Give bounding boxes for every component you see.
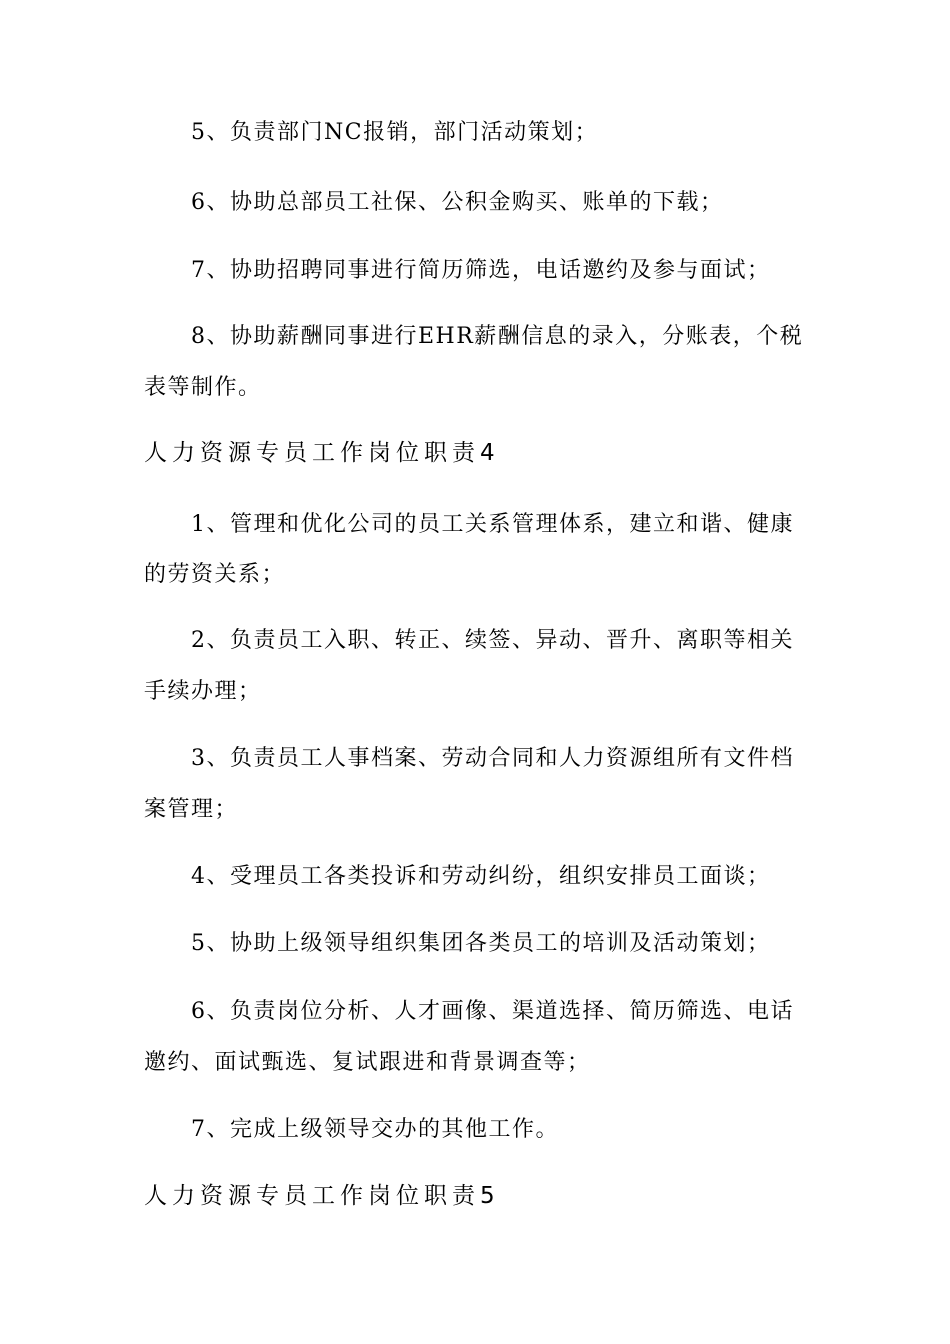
- section-heading-4: 人力资源专员工作岗位职责4: [144, 440, 500, 466]
- list-item-8-salary-line2: 表等制作。: [144, 375, 262, 400]
- section4-item-5: 5、协助上级领导组织集团各类员工的培训及活动策划；: [191, 931, 771, 956]
- section4-item-3-line2: 案管理；: [144, 797, 239, 822]
- section4-item-3-line1: 3、负责员工人事档案、劳动合同和人力资源组所有文件档: [191, 746, 794, 771]
- list-item-8-salary-line1: 8、协助薪酬同事进行EHR薪酬信息的录入，分账表，个税: [191, 324, 804, 349]
- section4-item-6-line1: 6、负责岗位分析、人才画像、渠道选择、简历筛选、电话: [191, 999, 794, 1024]
- section4-item-2-line1: 2、负责员工入职、转正、续签、异动、晋升、离职等相关: [191, 628, 794, 653]
- section4-item-7: 7、完成上级领导交办的其他工作。: [191, 1117, 559, 1142]
- section4-item-4: 4、受理员工各类投诉和劳动纠纷，组织安排员工面谈；: [191, 864, 771, 889]
- section4-item-1-line2: 的劳资关系；: [144, 562, 286, 587]
- section4-item-2-line2: 手续办理；: [144, 679, 262, 704]
- section4-item-1-line1: 1、管理和优化公司的员工关系管理体系，建立和谐、健康: [191, 512, 794, 537]
- section4-item-6-line2: 邀约、面试甄选、复试跟进和背景调查等；: [144, 1050, 591, 1075]
- list-item-7-recruitment: 7、协助招聘同事进行简历筛选，电话邀约及参与面试；: [191, 258, 771, 283]
- list-item-5-nc-reimbursement: 5、负责部门NC报销，部门活动策划；: [191, 120, 599, 145]
- list-item-6-social-security: 6、协助总部员工社保、公积金购买、账单的下载；: [191, 190, 724, 215]
- section-heading-5: 人力资源专员工作岗位职责5: [144, 1183, 500, 1209]
